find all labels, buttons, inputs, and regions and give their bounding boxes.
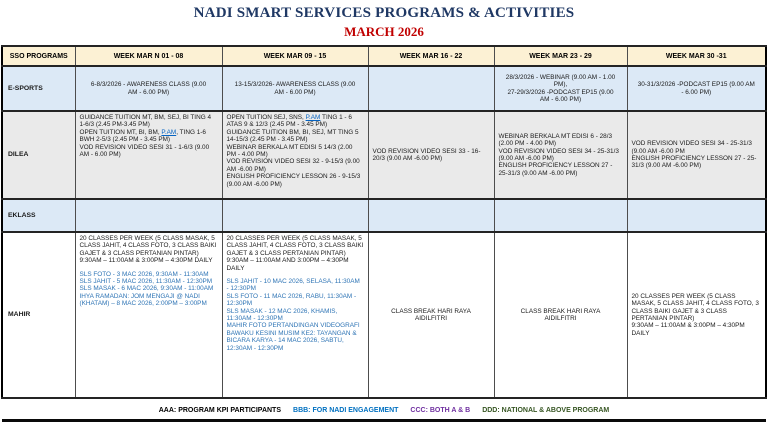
activity-text: 20 CLASSES PER WEEK (5 CLASS MASAK, 5 CLASS JAHIT, 4 CLASS FOTO, 3 CLASS BAIKI GAJET & 3 CLASS PERTANIAN PINTAR): [631, 292, 759, 322]
program-label-esports: E-SPORTS: [2, 66, 75, 111]
schedule-line: [80, 129, 218, 144]
schedule-line: [499, 133, 623, 148]
activity-text: 9:30AM – 11:00AM & 3:00PM – 4:30PM DAILY: [79, 257, 213, 265]
program-label-dilea: DILEA: [2, 111, 75, 199]
schedule-cell: [627, 111, 766, 199]
activity-text: , TING 1-6 BWH 2-5/3 (2.45 PM - 3.45 PM): [79, 128, 206, 144]
activity-detail-text: SLS JAHIT - 5 MAC 2026, 11:30AM - 12:30PM: [79, 278, 213, 286]
schedule-line: [227, 114, 364, 129]
schedule-line: [499, 148, 623, 163]
activity-text: 9:30AM – 11:00AM & 3:00PM – 4:30PM DAILY: [631, 322, 745, 337]
schedule-line: [632, 293, 762, 323]
activity-detail-text: SLS MASAK - 12 MAC 2026, KHAMIS, 11:30AM - 12:30PM: [226, 307, 338, 323]
activity-detail-text: MAHIR FOTO PERTANDINGAN VIDEOGRAFI BAWAKU KESINI MUSIM KE2: TAYANGAN & BICARA KARYA - 14 MAC 2026, SABTU, 12:30AM - 12:30PM: [226, 322, 360, 352]
column-header-week4: WEEK MAR 23 - 29: [494, 46, 627, 66]
activity-text: 28/3/2026 - WEBINAR (9.00 AM - 1.00 PM),: [505, 73, 616, 89]
column-header-week5: WEEK MAR 30 -31: [627, 46, 766, 66]
schedule-line: [505, 74, 617, 89]
schedule-cell: [627, 66, 766, 111]
schedule-line: [227, 158, 364, 173]
activity-text: WEBINAR BERKALA MT EDISI 5 14/3 (2.00 PM - 4.00 PM): [226, 143, 353, 159]
schedule-line: [227, 257, 364, 272]
program-label-eklass: EKLASS: [2, 199, 75, 232]
activity-detail-text: SLS FOTO - 11 MAC 2026, RABU, 11:30AM - 12:30PM: [226, 292, 357, 308]
schedule-line: [227, 173, 364, 188]
schedule-cell: [494, 199, 627, 232]
activity-text: CLASS BREAK HARI RAYA AIDILFITRI: [391, 307, 471, 322]
schedule-cell: [222, 66, 368, 111]
activity-detail-text: SLS MASAK - 6 MAC 2026, 9:30AM - 11:00AM: [79, 285, 214, 293]
column-header-week1: WEEK MAR N 01 - 08: [75, 46, 222, 66]
legend-item: DDD: NATIONAL & ABOVE PROGRAM: [482, 406, 610, 414]
schedule-cell: [368, 199, 494, 232]
activity-detail-text: SLS JAHIT - 10 MAC 2026, SELASA, 11:30AM - 12:30PM: [226, 278, 360, 293]
pam-link[interactable]: P.AM: [305, 114, 321, 121]
schedule-line: [373, 148, 490, 163]
schedule-line: [86, 81, 212, 96]
schedule-cell: [368, 66, 494, 111]
activity-text: CLASS BREAK HARI RAYA AIDILFITRI: [520, 307, 601, 322]
schedule-cell: [222, 199, 368, 232]
schedule-cell: [368, 111, 494, 199]
schedule-cell: [222, 232, 368, 398]
schedule-cell: [75, 199, 222, 232]
schedule-line: [80, 114, 218, 129]
schedule-line: [632, 140, 762, 155]
schedule-row-eklass: [2, 199, 766, 232]
schedule-row-esports: [2, 66, 766, 111]
schedule-line: [632, 155, 762, 170]
legend-item: AAA: PROGRAM KPI PARTICIPANTS: [158, 406, 282, 414]
legend-item: CCC: BOTH A & B: [410, 406, 471, 414]
schedule-line: [505, 89, 617, 104]
activity-text: OPEN TUITION SEJ, SNS,: [226, 114, 306, 121]
schedule-line: [80, 257, 218, 264]
schedule-line: [227, 144, 364, 159]
schedule-cell: [75, 111, 222, 199]
activity-text: 27-29/3/2026 -PODCAST EP15 (9.00 AM - 6.00 PM): [507, 88, 614, 103]
activity-detail-text: IHYA RAMADAN: JOM MENGAJI @ NADI (KHATAM) – 8 MAC 2026, 2:00PM – 3:00PM: [79, 292, 207, 308]
column-header-week3: WEEK MAR 16 - 22: [368, 46, 494, 66]
activity-text: VOD REVISION VIDEO SESI 32 - 9-15/3 (9.00 AM -6.00 PM): [226, 158, 360, 173]
legend-bar: [2, 401, 766, 422]
activity-text: VOD REVISION VIDEO SESI 31 - 1-6/3 (9.00 AM - 6.00 PM): [79, 143, 210, 159]
schedule-cell: [368, 232, 494, 398]
schedule-line: [227, 293, 364, 308]
schedule-cell: [627, 199, 766, 232]
schedule-line: [80, 271, 218, 278]
page-subtitle: MARCH 2026: [344, 24, 424, 39]
schedule-cell: [627, 232, 766, 398]
schedule-cell: [75, 232, 222, 398]
activity-text: GUIDANCE TUITION BM, BI, SEJ, MT TING 5 14-15/3 (2.45 PM - 3.45 PM): [226, 128, 359, 144]
activity-text: ENGLISH PROFICIENCY LESSON 26 - 9-15/3 (9.00 AM -6.00 PM): [226, 173, 361, 188]
schedule-line: [499, 162, 623, 177]
activity-text: 9:30AM – 11:00AM AND 3:00PM – 4:30PM DAILY: [226, 257, 349, 272]
schedule-table: [1, 45, 767, 399]
schedule-row-mahir: [2, 232, 766, 398]
activity-text: WEBINAR BERKALA MT EDISI 6 - 28/3 (2.00 PM - 4.00 PM): [498, 132, 613, 148]
schedule-line: [379, 308, 484, 323]
schedule-line: [227, 322, 364, 352]
schedule-line: [227, 308, 364, 323]
schedule-cell: [494, 232, 627, 398]
activity-detail-text: SLS FOTO - 3 MAC 2026, 9:30AM - 11:30AM: [79, 270, 209, 278]
schedule-line: [638, 81, 756, 96]
activity-text: 30-31/3/2026 -PODCAST EP15 (9.00 AM - 6.00 PM): [637, 81, 755, 96]
legend-item: BBB: FOR NADI ENGAGEMENT: [293, 406, 399, 414]
activity-text: 13-15/3/2026- AWARENESS CLASS (9.00 AM - 6.00 PM): [234, 81, 356, 96]
schedule-line: [227, 278, 364, 293]
program-label-mahir: MAHIR: [2, 232, 75, 398]
activity-text: GUIDANCE TUITION MT, BM, SEJ, BI TING 4 1-6/3 (2.45 PM-3.45 PM): [79, 114, 211, 129]
schedule-cell: [494, 66, 627, 111]
activity-text: VOD REVISION VIDEO SESI 33 - 16-20/3 (9.00 AM -6.00 PM): [372, 147, 481, 162]
activity-text: ENGLISH PROFICIENCY LESSON 27 - 25-31/3 (9.00 AM -6.00 PM): [631, 155, 757, 170]
schedule-cell: [75, 66, 222, 111]
schedule-line: [233, 81, 358, 96]
column-header-programs: SSO PROGRAMS: [2, 46, 75, 66]
schedule-line: [505, 308, 617, 323]
schedule-line: [227, 235, 364, 257]
activity-text: VOD REVISION VIDEO SESI 34 - 25-31/3 (9.00 AM -6.00 PM): [498, 147, 619, 162]
schedule-line: [80, 278, 218, 285]
schedule-line: [80, 235, 218, 257]
activity-text: 20 CLASSES PER WEEK (5 CLASS MASAK, 5 CLASS JAHIT, 4 CLASS FOTO, 3 CLASS BAIKI GAJET & 3 CLASS PERTANIAN PINTAR): [79, 235, 217, 257]
schedule-line: [80, 285, 218, 292]
activity-text: 20 CLASSES PER WEEK (5 CLASS MASAK, 5 CLASS JAHIT, 4 CLASS FOTO, 3 CLASS BAIKI GAJET & 3 CLASS PERTANIAN PINTAR): [226, 235, 364, 257]
page-title: NADI SMART SERVICES PROGRAMS & ACTIVITIES: [193, 5, 575, 21]
activity-text: ENGLISH PROFICIENCY LESSON 27 - 25-31/3 (9.00 AM -6.00 PM): [498, 162, 613, 177]
pam-link[interactable]: P.AM: [161, 128, 177, 136]
schedule-line: [227, 129, 364, 144]
schedule-line: [80, 144, 218, 159]
schedule-line: [632, 322, 762, 337]
schedule-cell: [222, 111, 368, 199]
column-header-week2: WEEK MAR 09 - 15: [222, 46, 368, 66]
schedule-line: [80, 293, 218, 308]
activity-text: VOD REVISION VIDEO SESI 34 - 25-31/3 (9.00 AM -6.00 PM: [631, 140, 752, 155]
activity-text: 6-8/3/2026 - AWARENESS CLASS (9.00 AM - 6.00 PM): [90, 81, 207, 96]
header-row: [2, 46, 766, 66]
activity-text: OPEN TUITION MT, BI, BM,: [79, 128, 162, 136]
activity-text: TING 1 - 6 ATAS 9 & 12/3 (2.45 PM - 3.45 PM): [226, 114, 352, 129]
schedule-row-dilea: [2, 111, 766, 199]
schedule-cell: [494, 111, 627, 199]
